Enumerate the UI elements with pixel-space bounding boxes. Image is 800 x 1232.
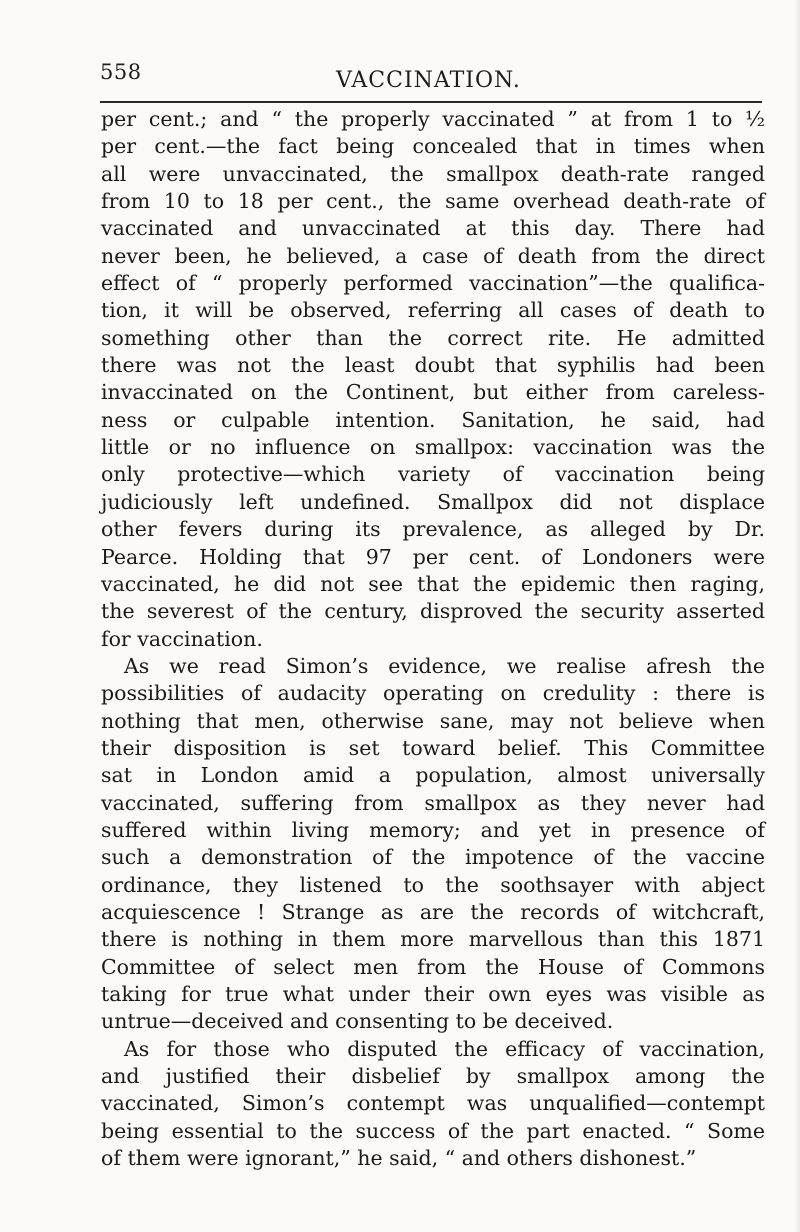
text-line: per cent.—the fact being concealed that in times when bbox=[101, 134, 765, 159]
body-text bbox=[101, 106, 765, 1172]
text-line: invaccinated on the Continent, but either from careless- bbox=[101, 380, 765, 405]
text-line: sat in London amid a population, almost universally bbox=[101, 763, 765, 788]
text-line: tion, it will be observed, referring all cases of death to bbox=[101, 298, 765, 323]
text-line: ness or culpable intention. Sanitation, he said, had bbox=[101, 407, 765, 432]
text-line: the severest of the century, disproved the security asserted bbox=[101, 599, 765, 624]
text-line: other fevers during its prevalence, as alleged by Dr. bbox=[101, 517, 765, 542]
text-line: vaccinated, he did not see that the epidemic then raging, bbox=[101, 571, 765, 596]
text-line: being essential to the success of the part enacted. “ Some bbox=[101, 1118, 765, 1143]
text-line: of them were ignorant,” he said, “ and others dishonest.” bbox=[101, 1146, 697, 1171]
running-head-title: VACCINATION. bbox=[336, 68, 521, 93]
text-line: and justified their disbelief by smallpox among the bbox=[101, 1064, 765, 1089]
text-line: vaccinated, Simon’s contempt was unqualified—contempt bbox=[101, 1091, 765, 1116]
header-rule bbox=[100, 101, 762, 103]
text-line: for vaccination. bbox=[101, 626, 263, 651]
text-line: acquiescence ! Strange as are the records of witchcraft, bbox=[101, 899, 765, 924]
text-line: such a demonstration of the impotence of the vaccine bbox=[101, 845, 765, 870]
text-line: As we read Simon’s evidence, we realise afresh the bbox=[124, 653, 765, 678]
text-line: As for those who disputed the efficacy of vaccination, bbox=[124, 1036, 765, 1061]
text-line: there is nothing in them more marvellous than this 1871 bbox=[101, 927, 765, 952]
text-line: per cent.; and “ the properly vaccinated ” at from 1 to ½ bbox=[101, 107, 765, 131]
text-line: vaccinated and unvaccinated at this day. There had bbox=[101, 216, 765, 241]
text-line: Pearce. Holding that 97 per cent. of Londoners were bbox=[101, 544, 765, 569]
text-line: untrue—deceived and consenting to be deceived. bbox=[101, 1009, 614, 1034]
text-line: nothing that men, otherwise sane, may not believe when bbox=[101, 708, 765, 733]
text-line: suffered within living memory; and yet in presence of bbox=[101, 817, 765, 842]
text-line: from 10 to 18 per cent., the same overhead death-rate of bbox=[101, 189, 765, 214]
text-line: there was not the least doubt that syphilis had been bbox=[101, 353, 765, 378]
text-line: little or no influence on smallpox: vaccination was the bbox=[101, 435, 765, 460]
page-number: 558 bbox=[100, 60, 142, 84]
text-line: possibilities of audacity operating on credulity : there is bbox=[101, 681, 765, 706]
text-line: ordinance, they listened to the soothsayer with abject bbox=[101, 872, 765, 897]
text-line: taking for true what under their own eyes was visible as bbox=[101, 982, 765, 1006]
text-line: vaccinated, suffering from smallpox as they never had bbox=[101, 790, 765, 815]
text-line: only protective—which variety of vaccination being bbox=[101, 462, 765, 487]
text-line: effect of “ properly performed vaccination”—the qualifica- bbox=[101, 271, 765, 296]
text-line: judiciously left undefined. Smallpox did not displace bbox=[101, 489, 765, 514]
text-line: Committee of select men from the House of Commons bbox=[101, 954, 765, 979]
text-line: something other than the correct rite. He admitted bbox=[101, 325, 765, 350]
text-line: never been, he believed, a case of death from the direct bbox=[101, 243, 765, 268]
text-line: all were unvaccinated, the smallpox death-rate ranged bbox=[101, 161, 765, 186]
text-line: their disposition is set toward belief. This Committee bbox=[101, 735, 765, 760]
running-head bbox=[100, 58, 760, 98]
